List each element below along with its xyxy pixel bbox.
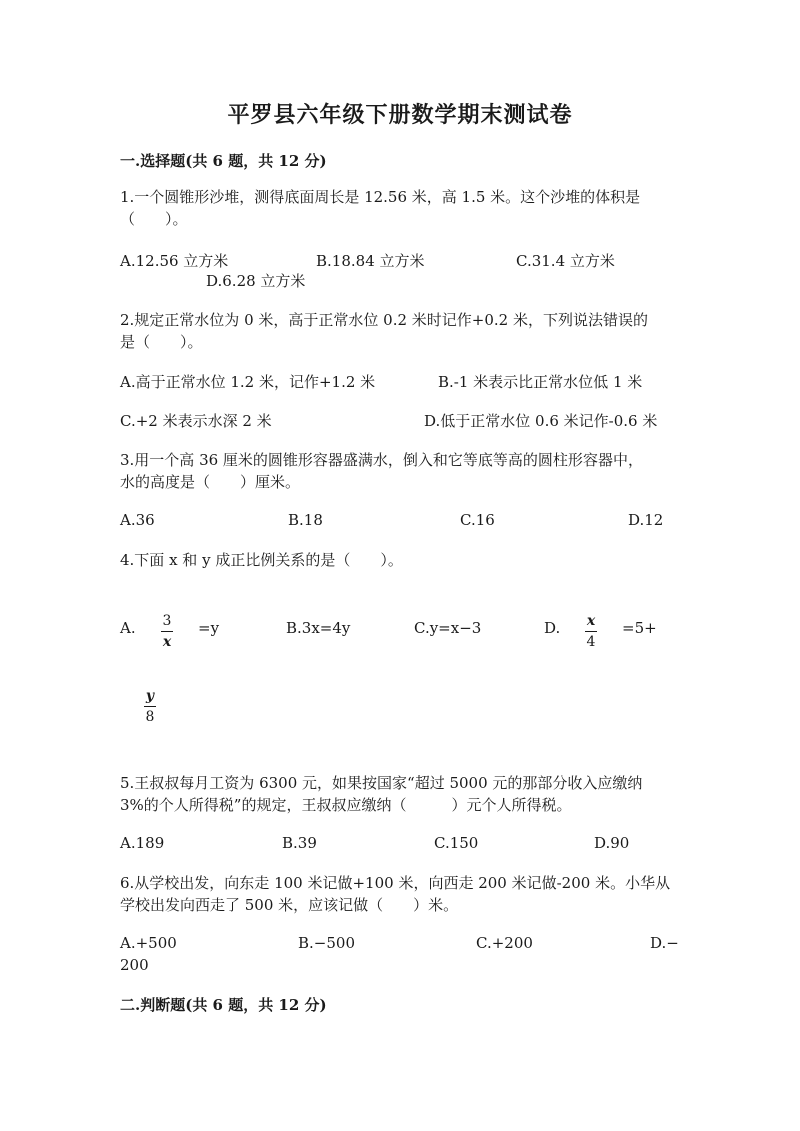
- fraction-denominator: x: [162, 634, 172, 650]
- question-2-option-d: D.低于正常水位 0.6 米记作-0.6 米: [424, 412, 658, 430]
- question-2-line2: 是（ ）。: [120, 333, 203, 351]
- fraction-denominator: 8: [145, 709, 155, 725]
- question-3-option-a: A.36: [120, 511, 155, 529]
- question-1-option-a: A.12.56 立方米: [120, 252, 229, 270]
- question-1-option-d: D.6.28 立方米: [206, 272, 306, 290]
- question-6-option-d-wrap: 200: [120, 956, 149, 974]
- question-6-option-b: B.−500: [298, 934, 355, 952]
- question-5-line2: 3%的个人所得税”的规定，王叔叔应缴纳（ ）元个人所得税。: [120, 796, 572, 814]
- question-4-option-a-label: A.: [120, 619, 136, 637]
- fraction-denominator: 4: [586, 634, 596, 650]
- question-1-line1: 1.一个圆锥形沙堆，测得底面周长是 12.56 米，高 1.5 米。这个沙堆的体积是: [120, 188, 641, 206]
- question-4-option-c: C.y=x−3: [414, 619, 482, 637]
- question-4-option-d-fraction: [585, 613, 597, 650]
- question-4-option-b: B.3x=4y: [286, 619, 351, 637]
- question-6-option-d: D.−: [650, 934, 679, 952]
- fraction-numerator: x: [586, 613, 596, 629]
- question-5-option-c: C.150: [434, 834, 479, 852]
- fraction-bar: [161, 631, 173, 632]
- exam-title: 平罗县六年级下册数学期末测试卷: [227, 102, 573, 128]
- question-4-option-a-tail: =y: [198, 619, 220, 637]
- question-6-line2: 学校出发向西走了 500 米，应该记做（ ）米。: [120, 896, 459, 914]
- question-3-line1: 3.用一个高 36 厘米的圆锥形容器盛满水，倒入和它等底等高的圆柱形容器中，: [120, 451, 643, 469]
- question-5-option-b: B.39: [282, 834, 317, 852]
- question-4-option-d-label: D.: [544, 619, 561, 637]
- question-2-line1: 2.规定正常水位为 0 米，高于正常水位 0.2 米时记作+0.2 米，下列说法错误的: [120, 311, 648, 329]
- fraction-numerator: y: [145, 688, 155, 704]
- question-3-option-c: C.16: [460, 511, 495, 529]
- question-4-option-a-fraction: [161, 613, 173, 650]
- question-3-option-b: B.18: [288, 511, 323, 529]
- question-3-option-d: D.12: [628, 511, 664, 529]
- fraction-numerator: 3: [162, 613, 172, 629]
- question-5-line1: 5.王叔叔每月工资为 6300 元，如果按国家“超过 5000 元的那部分收入应缴纳: [120, 774, 643, 792]
- question-1-line2: （ ）。: [120, 210, 188, 228]
- question-6-line1: 6.从学校出发，向东走 100 米记做+100 米，向西走 200 米记做-200 米。小华从: [120, 874, 671, 892]
- question-6-option-c: C.+200: [476, 934, 533, 952]
- question-4-option-d-fraction-2: [144, 688, 156, 725]
- question-2-option-c: C.+2 米表示水深 2 米: [120, 412, 272, 430]
- question-4-option-d-tail: =5+: [622, 619, 657, 637]
- question-6-option-a: A.+500: [120, 934, 177, 952]
- fraction-bar: [144, 706, 156, 707]
- section-heading-choice: 一.选择题(共 6 题，共 12 分): [120, 152, 327, 170]
- question-1-option-c: C.31.4 立方米: [516, 252, 615, 270]
- question-4-line1: 4.下面 x 和 y 成正比例关系的是（ ）。: [120, 551, 403, 569]
- section-heading-judgement: 二.判断题(共 6 题，共 12 分): [120, 996, 327, 1014]
- question-5-option-a: A.189: [120, 834, 165, 852]
- fraction-bar: [585, 631, 597, 632]
- question-5-option-d: D.90: [594, 834, 630, 852]
- question-1-option-b: B.18.84 立方米: [316, 252, 425, 270]
- question-3-line2: 水的高度是（ ）厘米。: [120, 473, 301, 491]
- question-2-option-b: B.-1 米表示比正常水位低 1 米: [438, 373, 643, 391]
- question-2-option-a: A.高于正常水位 1.2 米，记作+1.2 米: [120, 373, 376, 391]
